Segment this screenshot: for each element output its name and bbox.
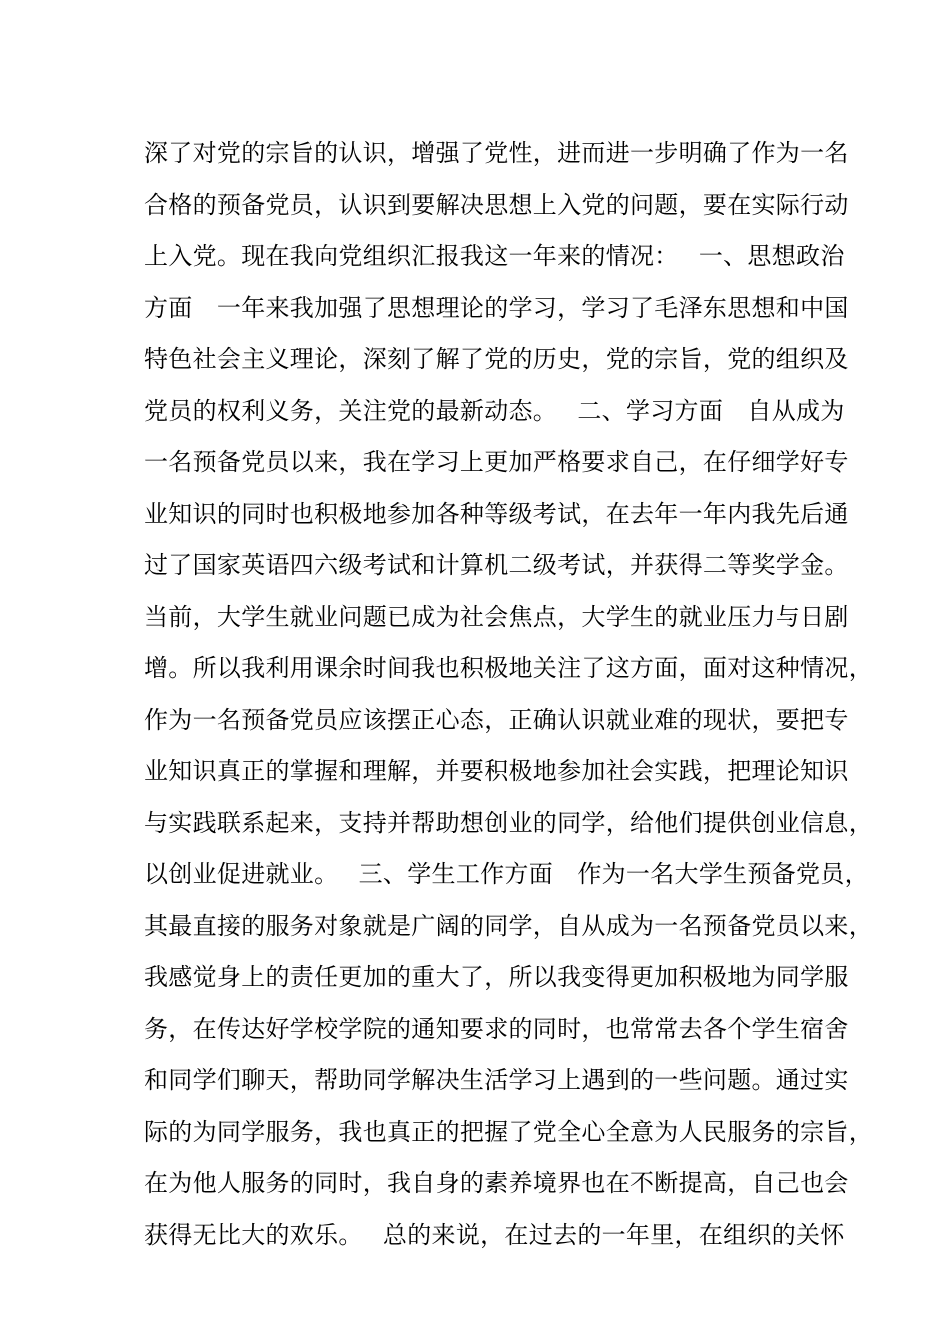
text-line: 其最直接的服务对象就是广阔的同学，自从成为一名预备党员以来， [144,911,873,940]
text-line: 业知识的同时也积极地参加各种等级考试，在去年一年内我先后通 [144,499,849,528]
text-line: 业知识真正的掌握和理解，并要积极地参加社会实践，把理论知识 [144,757,849,785]
text-line: 深了对党的宗旨的认识，增强了党性，进而进一步明确了作为一名 [144,139,849,167]
text-line: 我感觉身上的责任更加的重大了，所以我变得更加积极地为同学服 [144,963,849,991]
text-line: 际的为同学服务，我也真正的把握了党全心全意为人民服务的宗旨， [144,1117,873,1146]
text-line: 特色社会主义理论，深刻了解了党的历史，党的宗旨，党的组织及 [144,345,849,373]
text-line: 作为一名预备党员应该摆正心态，正确认识就业难的现状，要把专 [144,705,849,734]
body-text [144,131,873,1264]
text-line: 务，在传达好学校学院的通知要求的同时，也常常去各个学生宿舍 [144,1014,849,1043]
text-line: 与实践联系起来，支持并帮助想创业的同学，给他们提供创业信息， [144,808,873,837]
text-line: 增。所以我利用课余时间我也积极地关注了这方面，面对这种情况， [144,654,873,682]
text-line: 党员的权利义务，关注党的最新动态。 二、学习方面 自从成为 [144,396,845,425]
text-line: 过了国家英语四六级考试和计算机二级考试，并获得二等奖学金。 [144,551,849,579]
text-line: 当前，大学生就业问题已成为社会焦点，大学生的就业压力与日剧 [144,602,849,631]
text-line: 获得无比大的欢乐。 总的来说，在过去的一年里，在组织的关怀 [144,1220,845,1249]
text-line: 以创业促进就业。 三、学生工作方面 作为一名大学生预备党员， [144,860,869,888]
text-line: 上入党。现在我向党组织汇报我这一年来的情况： 一、思想政治 [144,242,845,270]
text-line: 和同学们聊天，帮助同学解决生活学习上遇到的一些问题。通过实 [144,1066,849,1094]
text-line: 合格的预备党员，认识到要解决思想上入党的问题，要在实际行动 [144,190,849,219]
text-line: 方面 一年来我加强了思想理论的学习，学习了毛泽东思想和中国 [144,293,849,322]
text-line: 一名预备党员以来，我在学习上更加严格要求自己，在仔细学好专 [144,448,849,476]
text-line: 在为他人服务的同时，我自身的素养境界也在不断提高，自己也会 [144,1169,849,1197]
